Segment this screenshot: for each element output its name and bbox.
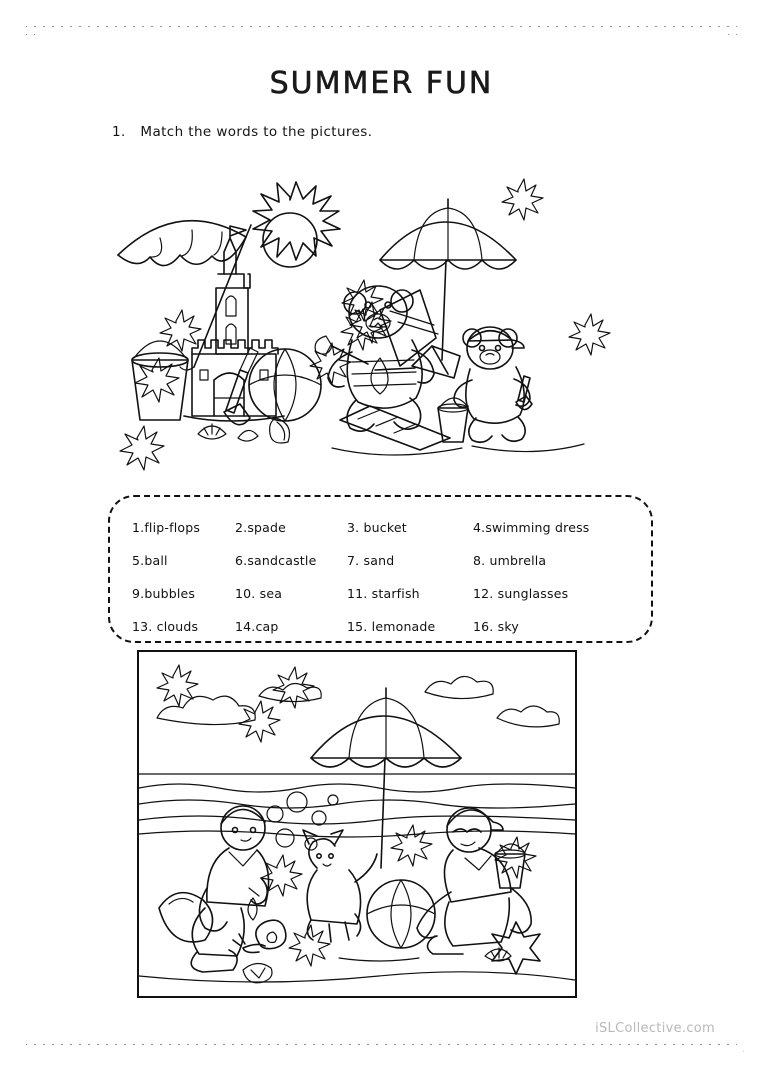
illustration-top [80, 170, 680, 480]
sparkle-decorations-bottom [157, 665, 536, 966]
beach-umbrella-icon [380, 199, 516, 360]
word-item-16[interactable]: 16. sky [473, 619, 519, 634]
word-item-13[interactable]: 13. clouds [132, 619, 199, 634]
beach-umbrella-icon [311, 688, 461, 868]
word-item-5[interactable]: 5.ball [132, 553, 168, 568]
spade-icon [224, 348, 258, 425]
bubbles-icon [267, 792, 338, 850]
word-item-8[interactable]: 8. umbrella [473, 553, 547, 568]
border-top [26, 26, 737, 35]
word-bank-row [132, 511, 629, 544]
instruction-text: Match the words to the pictures. [140, 124, 373, 140]
sea-icon [139, 774, 575, 837]
border-left [26, 26, 35, 1053]
exercise-instruction [112, 124, 372, 140]
page-title-text: SUMMER FUN [269, 66, 494, 101]
flip-flops-icon [243, 963, 272, 982]
bucket-small-icon [438, 376, 532, 442]
border-bottom [26, 1044, 737, 1053]
beach-ball-icon [249, 349, 321, 421]
word-item-15[interactable]: 15. lemonade [347, 619, 436, 634]
corner-mark: . [742, 1045, 745, 1055]
word-bank-row [132, 544, 629, 577]
word-item-3[interactable]: 3. bucket [347, 520, 407, 535]
deck-chair-icon [375, 290, 460, 378]
word-item-4[interactable]: 4.swimming dress [473, 520, 590, 535]
girl-with-sunglasses [417, 808, 531, 954]
word-item-11[interactable]: 11. starfish [347, 586, 420, 601]
sparkle-decorations [120, 179, 610, 470]
exercise-number: 1. [112, 124, 126, 140]
word-bank [108, 495, 653, 643]
word-item-2[interactable]: 2.spade [235, 520, 287, 535]
beach-scene-sandcastle-illustration [80, 170, 680, 480]
word-item-12[interactable]: 12. sunglasses [473, 586, 569, 601]
border-right [728, 26, 737, 1053]
word-item-10[interactable]: 10. sea [235, 586, 283, 601]
ground-line [332, 448, 462, 455]
page-title [0, 66, 763, 101]
word-bank-row [132, 610, 629, 643]
illustration-bottom [137, 650, 577, 998]
towel-icon [340, 406, 450, 450]
word-item-1[interactable]: 1.flip-flops [132, 520, 201, 535]
beach-scene-children-illustration [139, 652, 575, 996]
word-bank-row [132, 577, 629, 610]
dog-icon [303, 830, 377, 942]
shells-icon [198, 418, 290, 443]
ground-line-2 [472, 444, 584, 452]
sun-icon [253, 182, 340, 267]
watermark: iSLCollective.com [595, 1021, 715, 1036]
word-item-14[interactable]: 14.cap [235, 619, 279, 634]
sandcastle-icon [184, 226, 284, 421]
word-item-9[interactable]: 9.bubbles [132, 586, 196, 601]
word-item-6[interactable]: 6.sandcastle [235, 553, 317, 568]
word-item-7[interactable]: 7. sand [347, 553, 395, 568]
